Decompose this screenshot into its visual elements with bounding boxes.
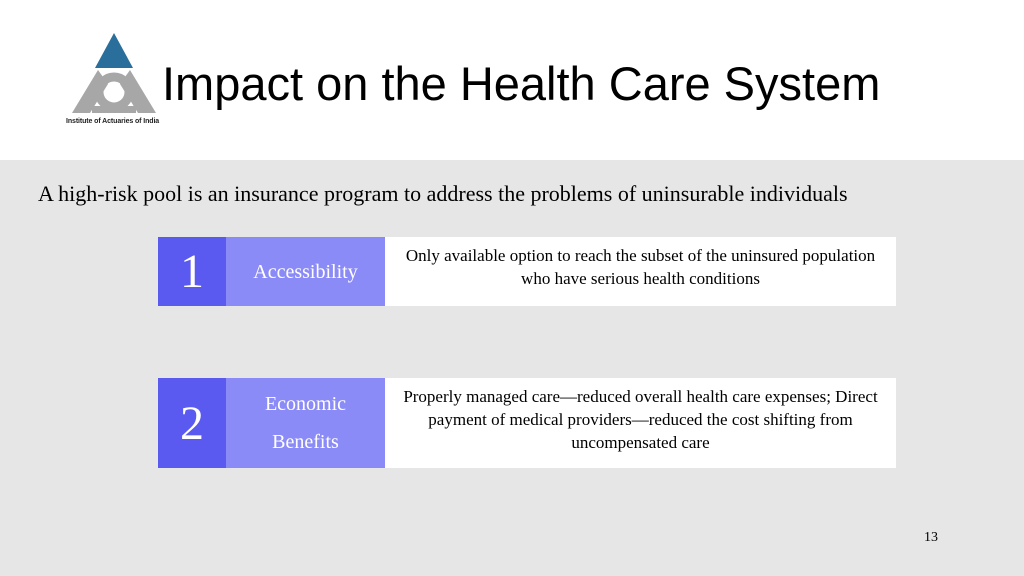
intro-text: A high-risk pool is an insurance program to address the problems of uninsurable individuals [38, 181, 848, 206]
item-description: Only available option to reach the subset of the uninsured population who have serious health conditions [385, 237, 896, 306]
header-band [0, 0, 1024, 160]
item-number: 2 [158, 378, 226, 468]
page-title: Impact on the Health Care System [162, 57, 881, 110]
page-number: 13 [924, 530, 938, 545]
item-row-accessibility [158, 237, 896, 306]
item-label: Accessibility [226, 237, 385, 306]
item-row-economic-benefits [158, 378, 896, 468]
institute-logo [64, 30, 164, 130]
item-number: 1 [158, 237, 226, 306]
item-description: Properly managed care—reduced overall health care expenses; Direct payment of medical providers—reduced the cost shifting from uncompensated care [385, 378, 896, 468]
logo-caption: Institute of Actuaries of India [66, 118, 160, 125]
item-label: Economic Benefits [226, 378, 385, 468]
